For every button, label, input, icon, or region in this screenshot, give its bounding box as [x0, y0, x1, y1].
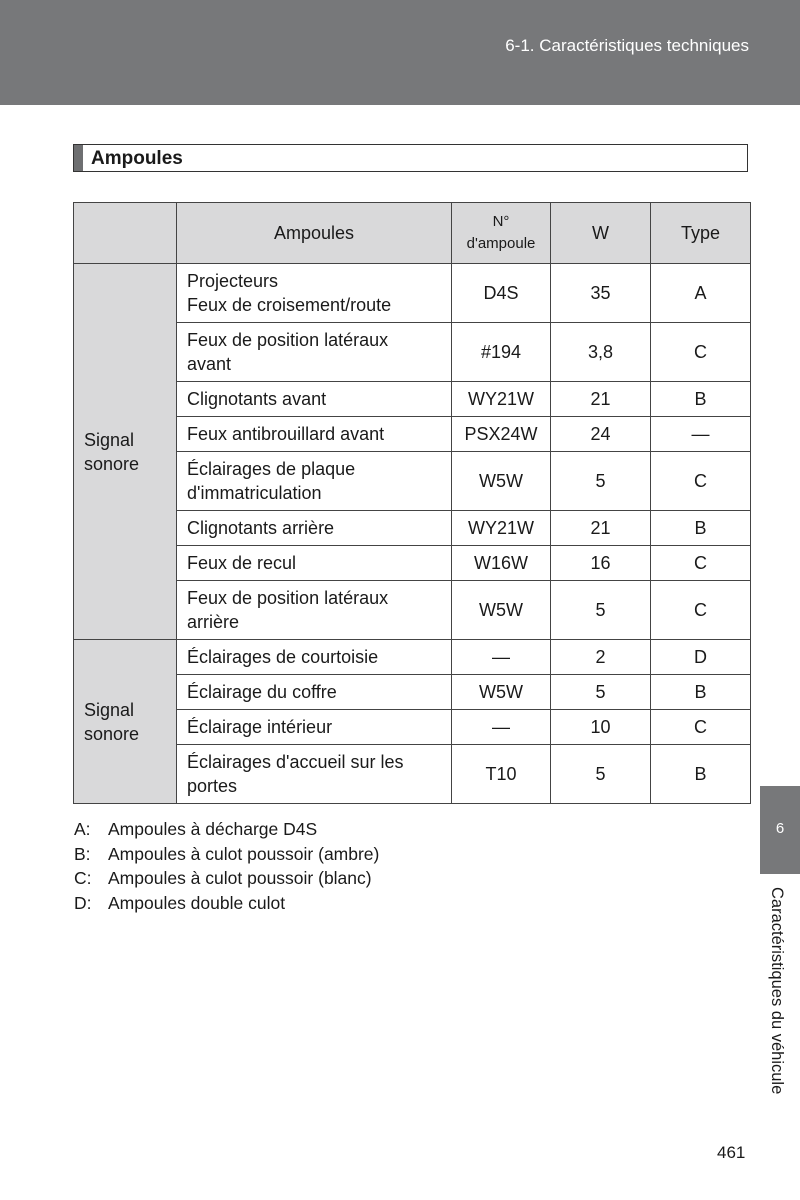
bulb-watts: 2: [551, 640, 651, 675]
bulb-type: C: [651, 581, 751, 640]
bulb-watts: 24: [551, 417, 651, 452]
bulb-type: B: [651, 675, 751, 710]
bulb-name: Clignotants arrière: [177, 511, 452, 546]
bulb-type: A: [651, 264, 751, 323]
bulb-number: PSX24W: [452, 417, 551, 452]
bulb-watts: 3,8: [551, 323, 651, 382]
bulb-number: W16W: [452, 546, 551, 581]
page-number: 461: [717, 1143, 746, 1162]
bulb-name: Feux de position latéraux arrière: [177, 581, 452, 640]
section-heading-bar: [74, 145, 83, 171]
bulb-number: W5W: [452, 675, 551, 710]
bulb-type: D: [651, 640, 751, 675]
legend-item: C: Ampoules à culot poussoir (blanc): [74, 868, 372, 888]
bulb-watts: 10: [551, 710, 651, 745]
legend-item: D: Ampoules double culot: [74, 892, 286, 913]
bulb-type: B: [651, 745, 751, 804]
bulb-type: C: [651, 452, 751, 511]
bulb-name: Éclairage intérieur: [177, 710, 452, 745]
bulb-name: Éclairages de plaque d'immatriculation: [177, 452, 452, 511]
bulb-name: Projecteurs Feux de croisement/route: [177, 264, 452, 323]
type-legend: [74, 817, 379, 915]
bulb-watts: 21: [551, 511, 651, 546]
bulb-type: B: [651, 382, 751, 417]
bulb-watts: 5: [551, 452, 651, 511]
bulb-type: C: [651, 546, 751, 581]
header-blank-cell: [74, 203, 177, 264]
bulb-number: T10: [452, 745, 551, 804]
bulbs-table: [73, 202, 751, 804]
table-header-row: [74, 203, 751, 264]
bulb-name: Éclairages d'accueil sur les portes: [177, 745, 452, 804]
chapter-tab-number: 6: [775, 820, 785, 837]
bulb-name: Feux de position latéraux avant: [177, 323, 452, 382]
bulb-type: —: [651, 417, 751, 452]
bulb-name: Clignotants avant: [177, 382, 452, 417]
header-bulb-number: [452, 203, 551, 264]
bulb-watts: 35: [551, 264, 651, 323]
bulb-name: Feux antibrouillard avant: [177, 417, 452, 452]
group-label-exterior: Signal sonore: [74, 264, 177, 640]
bulb-number: WY21W: [452, 382, 551, 417]
bulb-number: D4S: [452, 264, 551, 323]
header-band: [0, 0, 800, 105]
bulb-name: Éclairages de courtoisie: [177, 640, 452, 675]
header-ampoules: Ampoules: [177, 203, 452, 264]
bulb-watts: 5: [551, 745, 651, 804]
table-row: [74, 640, 751, 675]
table-row: [74, 264, 751, 323]
legend-item: B: Ampoules à culot poussoir (ambre): [74, 843, 380, 864]
section-heading: [73, 144, 748, 172]
header-type: Type: [651, 203, 751, 264]
bulb-type: B: [651, 511, 751, 546]
chapter-tab: [760, 786, 800, 874]
chapter-title: 6-1. Caractéristiques techniques: [505, 36, 749, 55]
bulb-type: C: [651, 323, 751, 382]
section-title: Ampoules: [91, 148, 183, 169]
bulb-watts: 5: [551, 675, 651, 710]
bulb-number: W5W: [452, 452, 551, 511]
legend-item: A: Ampoules à décharge D4S: [74, 819, 318, 839]
bulb-type: C: [651, 710, 751, 745]
bulb-name: Éclairage du coffre: [177, 675, 452, 710]
bulb-watts: 16: [551, 546, 651, 581]
bulb-watts: 21: [551, 382, 651, 417]
bulb-number: —: [452, 710, 551, 745]
header-watts: W: [551, 203, 651, 264]
chapter-tab-label: Caractéristiques du véhicule: [768, 887, 786, 1095]
header-bulb-number-line1: N°: [492, 213, 510, 230]
bulb-number: #194: [452, 323, 551, 382]
group-label-interior: Signal sonore: [74, 640, 177, 804]
bulb-number: WY21W: [452, 511, 551, 546]
header-bulb-number-line2: d'ampoule: [466, 235, 536, 252]
bulb-number: W5W: [452, 581, 551, 640]
bulb-name: Feux de recul: [177, 546, 452, 581]
bulb-number: —: [452, 640, 551, 675]
bulb-watts: 5: [551, 581, 651, 640]
